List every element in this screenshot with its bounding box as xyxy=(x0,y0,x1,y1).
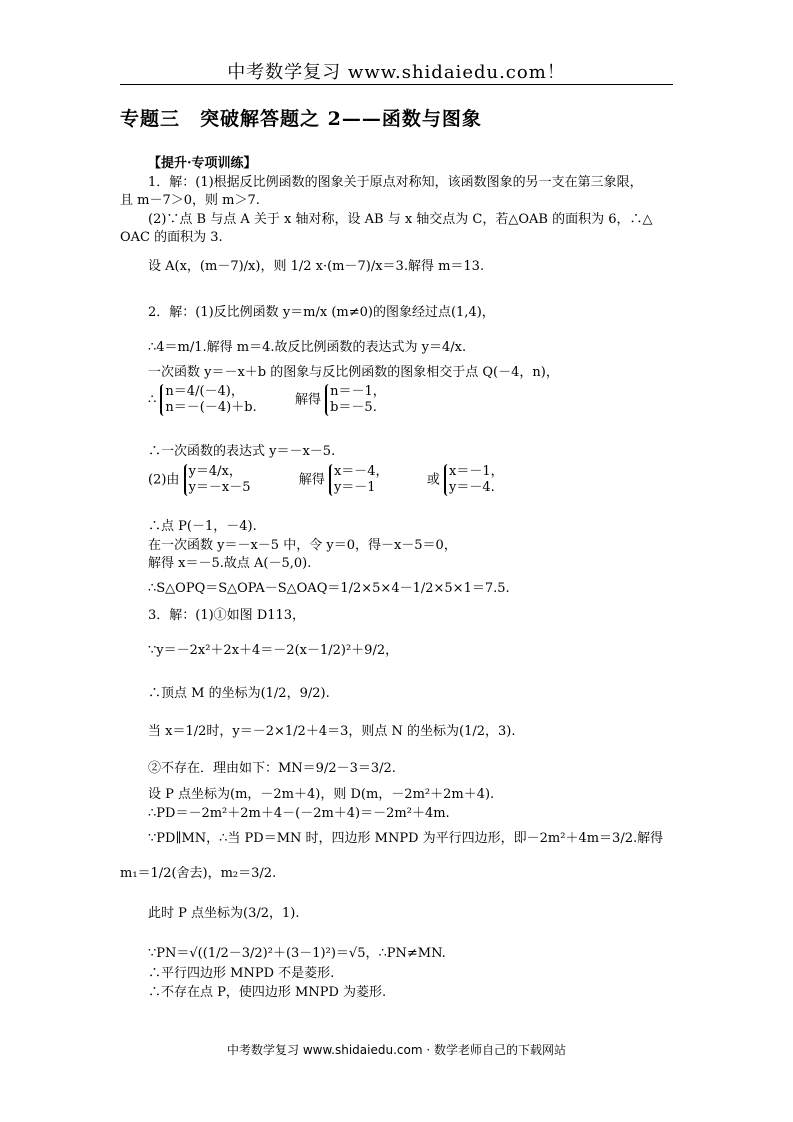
system-right xyxy=(329,464,389,496)
system-row: n＝4/(－4)， xyxy=(165,384,244,399)
text-line: ∴不存在点 P，使四边形 MNPD 为菱形. xyxy=(148,985,387,1000)
text-line: ∴平行四边形 MNPD 不是菱形. xyxy=(148,966,335,981)
section-heading: 【提升·专项训练】 xyxy=(148,156,257,171)
system-row: b＝－5. xyxy=(330,400,377,415)
system-row: y＝－4. xyxy=(449,480,495,495)
text-line: ∴S△OPQ＝S△OPA－S△OAQ＝1/2×5×4－1/2×5×1＝7.5. xyxy=(148,581,510,596)
text-line: 3．解：(1)①如图 D113， xyxy=(148,608,306,623)
text-line: 1．解：(1)根据反比例函数的图象关于原点对称知，该函数图象的另一支在第三象限， xyxy=(148,175,643,190)
text-line: ∵PD∥MN，∴当 PD＝MN 时，四边形 MNPD 为平行四边形，即－2m²＋4m＝3/2.解得 xyxy=(148,831,664,846)
system-row: x＝－4， xyxy=(333,464,389,479)
text-line: ∴点 P(－1，－4). xyxy=(148,519,257,534)
system-row: y＝－1 xyxy=(333,480,376,495)
text-line: ∴4＝m/1.解得 m＝4.故反比例函数的表达式为 y＝4/x. xyxy=(148,340,467,355)
system-row: y＝4/x， xyxy=(188,464,242,479)
text-fragment: (2)由 xyxy=(148,472,180,488)
text-line: 解得 x＝－5.故点 A(－5,0). xyxy=(148,556,312,571)
text-line: 当 x＝1/2时，y＝－2×1/2＋4＝3，则点 N 的坐标为(1/2，3). xyxy=(148,724,516,739)
text-line: ∴一次函数的表达式 y＝－x－5. xyxy=(148,444,336,459)
text-line: 2．解：(1)反比例函数 y＝m/x (m≠0)的图象经过点(1,4)， xyxy=(148,305,495,320)
system-left xyxy=(160,384,256,416)
text-line: 设 P 点坐标为(m，－2m＋4)，则 D(m，－2m²＋2m＋4). xyxy=(148,787,495,802)
system-left xyxy=(184,464,251,496)
text-line: ∵y＝－2x²＋2x＋4＝－2(x－1/2)²＋9/2， xyxy=(148,643,399,658)
system-row: x＝－1， xyxy=(449,464,504,479)
system-row: y＝－x－5 xyxy=(188,480,251,495)
text-line: ∴PD＝－2m²＋2m＋4－(－2m＋4)＝－2m²＋4m. xyxy=(148,806,450,821)
text-line: ②不存在．理由如下：MN＝9/2－3＝3/2. xyxy=(148,761,396,776)
text-line: 且 m－7＞0，则 m＞7. xyxy=(120,193,260,208)
text-line: (2)∵点 B 与点 A 关于 x 轴对称，设 AB 与 x 轴交点为 C，若△OAB 的面积为 6，∴△ xyxy=(148,212,653,227)
text-line: ∴顶点 M 的坐标为(1/2，9/2). xyxy=(148,686,330,701)
text-line: 设 A(x，(m－7)/x)，则 1/2 x·(m－7)/x＝3.解得 m＝13. xyxy=(148,259,485,274)
or-label: 或 xyxy=(426,472,440,488)
solve-label: 解得 xyxy=(294,392,321,408)
equation-system xyxy=(148,464,504,496)
header-rule xyxy=(120,84,673,85)
system-row: n＝－1， xyxy=(330,384,386,399)
page-title: 专题三 突破解答题之 2——函数与图象 xyxy=(120,108,482,130)
page-footer: 中考数学复习 www.shidaiedu.com · 数学老师自己的下载网站 xyxy=(227,1043,566,1057)
text-line: 在一次函数 y＝－x－5 中，令 y＝0，得－x－5＝0， xyxy=(148,538,457,553)
text-line: 此时 P 点坐标为(3/2，1). xyxy=(148,906,300,921)
text-line: 一次函数 y＝－x＋b 的图象与反比例函数的图象相交于点 Q(－4，n)， xyxy=(148,365,559,380)
text-line: OAC 的面积为 3. xyxy=(120,230,223,245)
system-right xyxy=(444,464,504,496)
equation-system: ∴ n＝4/(－4)， n＝－(－4)＋b. 解得 n＝－1， b＝－5. xyxy=(148,384,386,415)
system-right xyxy=(325,384,386,416)
text-line: m₁＝1/2(舍去)，m₂＝3/2. xyxy=(120,866,277,881)
solve-label: 解得 xyxy=(298,472,325,488)
page-header: 中考数学复习 www.shidaiedu.com！ xyxy=(227,62,566,83)
system-row: n＝－(－4)＋b. xyxy=(165,400,257,415)
text-line: ∵PN＝√((1/2－3/2)²＋(3－1)²)＝√5，∴PN≠MN. xyxy=(148,946,446,961)
